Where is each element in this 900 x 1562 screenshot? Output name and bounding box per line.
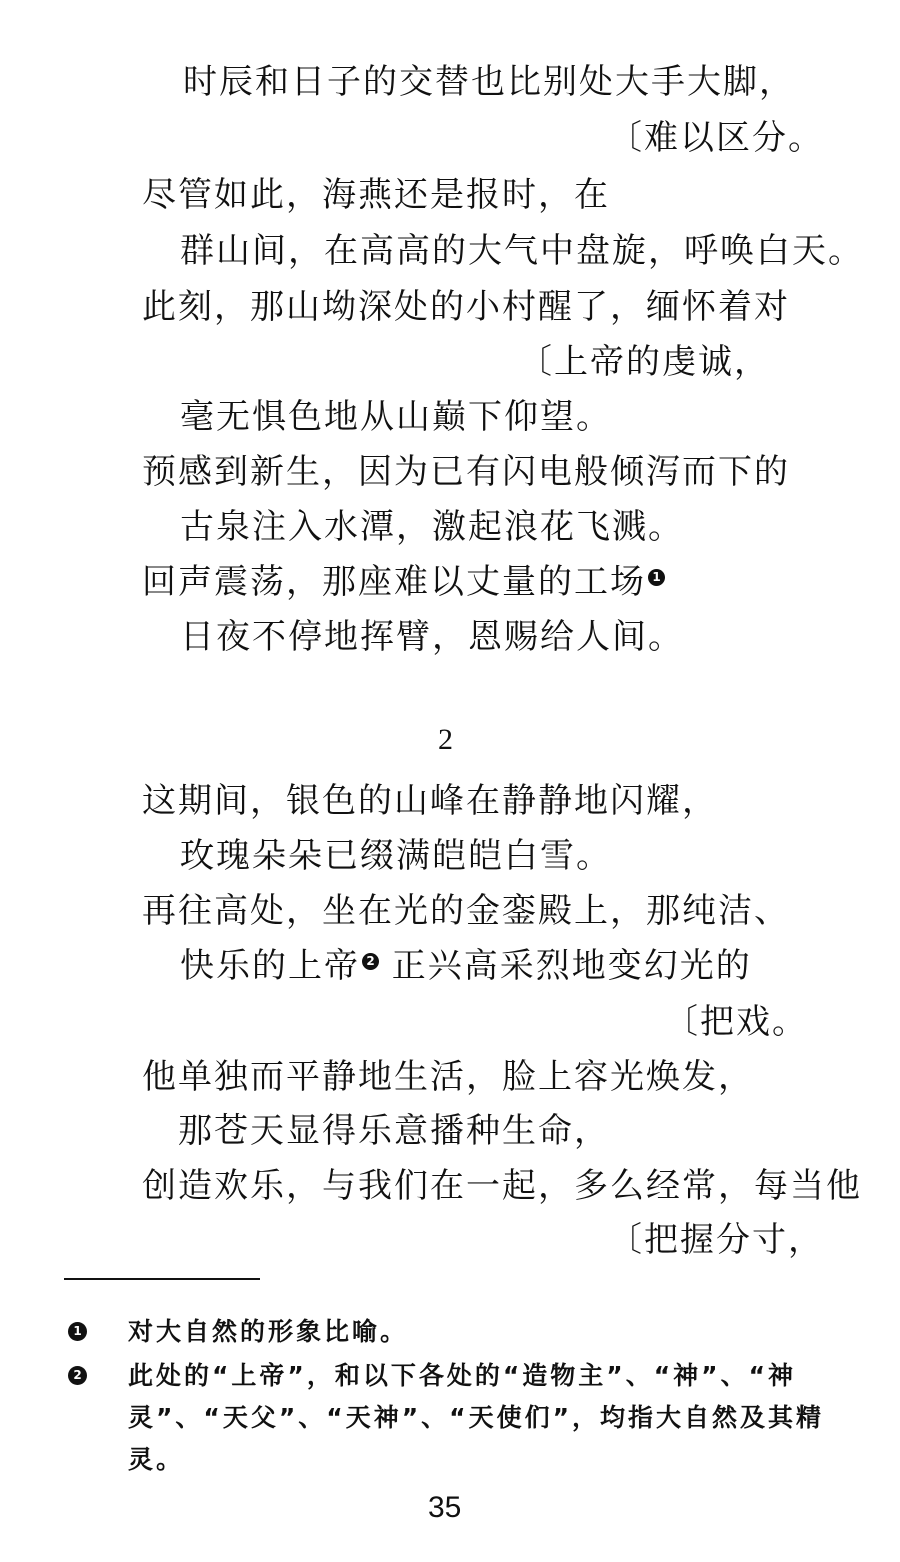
- poem-line: 毫无惧色地从山巅下仰望。: [180, 397, 612, 437]
- footnote-ref-2: 2: [362, 953, 379, 970]
- poem-line: 群山间，在高高的大气中盘旋，呼唤白天。: [180, 231, 864, 271]
- footnote-divider: [64, 1278, 260, 1280]
- page-number: 35: [428, 1491, 462, 1524]
- poem-line: 尽管如此，海燕还是报时，在: [142, 175, 610, 215]
- poem-line: 古泉注入水潭，激起浪花飞溅。: [180, 507, 684, 547]
- footnote-marker-1: 1: [68, 1322, 87, 1341]
- poem-line-continuation: 〔上帝的虔诚，: [518, 342, 770, 382]
- footnote-ref-1: 1: [648, 569, 665, 586]
- section-number: 2: [438, 723, 453, 756]
- poem-line: 创造欢乐，与我们在一起，多么经常，每当他: [142, 1166, 862, 1206]
- poem-line-continuation: 〔把戏。: [664, 1002, 808, 1042]
- poem-line: 他单独而平静地生活，脸上容光焕发，: [142, 1057, 754, 1097]
- poem-line: 日夜不停地挥臂，恩赐给人间。: [180, 617, 684, 657]
- poem-text: 回声震荡，那座难以丈量的工场: [142, 562, 646, 602]
- poem-line: 这期间，银色的山峰在静静地闪耀，: [142, 781, 718, 821]
- poem-line: 时辰和日子的交替也比别处大手大脚，: [183, 62, 795, 102]
- poem-line-continuation: 〔难以区分。: [608, 118, 824, 158]
- poem-line: 那苍天显得乐意播种生命，: [178, 1111, 610, 1151]
- poem-text: 快乐的上帝: [180, 946, 360, 986]
- poem-line: 再往高处，坐在光的金銮殿上，那纯洁、: [142, 891, 790, 931]
- poem-line: 此刻，那山坳深处的小村醒了，缅怀着对: [142, 287, 790, 327]
- footnote-text-2-line1: 此处的“上帝”，和以下各处的“造物主”、“神”、“神: [128, 1361, 797, 1390]
- poem-line: 预感到新生，因为已有闪电般倾泻而下的: [142, 452, 790, 492]
- poem-text: 正兴高采烈地变幻光的: [379, 946, 752, 986]
- footnote-marker-2: 2: [68, 1366, 87, 1385]
- poem-line-continuation: 〔把握分寸，: [608, 1220, 824, 1260]
- footnote-text-2-line2: 灵”、“天父”、“天神”、“天使们”，均指大自然及其精: [128, 1403, 825, 1432]
- poem-line: [142, 562, 665, 602]
- footnote-text-2-line3: 灵。: [128, 1445, 185, 1474]
- footnote-text-1: 对大自然的形象比喻。: [128, 1317, 409, 1346]
- poem-line: 玫瑰朵朵已缀满皑皑白雪。: [180, 836, 612, 876]
- poem-line: [180, 946, 752, 986]
